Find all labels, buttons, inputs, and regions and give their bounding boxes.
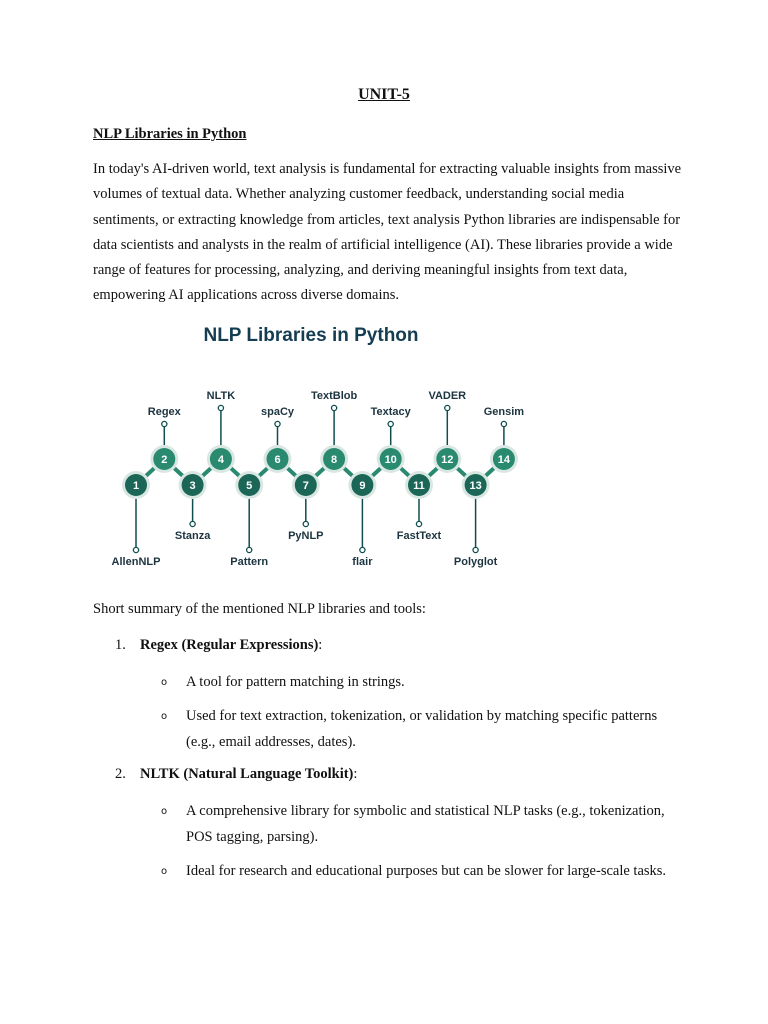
connector-dot — [275, 421, 280, 426]
library-label: spaCy — [260, 406, 295, 418]
bullet-marker: o — [161, 866, 168, 877]
bullet-item — [161, 703, 681, 755]
library-label: NLTK — [206, 390, 236, 402]
connector-dot — [218, 405, 223, 410]
bullet-marker: o — [161, 677, 168, 688]
library-label: Regex — [147, 406, 181, 418]
node-number: 10 — [384, 454, 397, 466]
library-label: Textacy — [370, 406, 411, 418]
library-label: AllenNLP — [111, 556, 161, 568]
item-colon: : — [318, 637, 323, 653]
node-number: 13 — [469, 480, 482, 492]
item-title: Regex (Regular Expressions) — [140, 637, 319, 653]
page-title: UNIT-5 — [358, 86, 410, 103]
connector-dot — [501, 421, 506, 426]
item-title: NLTK (Natural Language Toolkit) — [140, 766, 354, 782]
connector-dot — [388, 421, 393, 426]
library-label: flair — [352, 556, 373, 568]
library-label: FastText — [396, 530, 442, 542]
node-number: 9 — [359, 480, 366, 492]
connector-dot — [360, 547, 365, 552]
node-number: 1 — [132, 480, 140, 492]
bullet-item — [161, 858, 681, 884]
bullet-marker: o — [161, 806, 168, 817]
node-number: 4 — [217, 454, 224, 466]
connector-dot — [247, 547, 252, 552]
library-label: TextBlob — [310, 390, 358, 402]
node-number: 11 — [413, 480, 425, 492]
node-number: 8 — [331, 454, 338, 466]
item-number: 2. — [115, 766, 126, 782]
infographic-title: NLP Libraries in Python — [203, 325, 419, 346]
node-number: 6 — [274, 454, 281, 466]
connector-dot — [445, 405, 450, 410]
bullet-item — [161, 669, 681, 695]
bullet-text: Used for text extraction, tokenization, or validation by matching specific patterns (e.g., email addresses, dates). — [186, 708, 658, 750]
item-number: 1. — [115, 637, 126, 653]
library-label: Pattern — [230, 556, 269, 568]
node-number: 12 — [441, 454, 454, 466]
nlp-libraries-infographic — [96, 316, 526, 568]
section-title: NLP Libraries in Python — [93, 126, 247, 142]
node-number: 3 — [189, 480, 196, 492]
library-label: Gensim — [483, 406, 525, 418]
node-number: 14 — [497, 454, 511, 466]
connector-dot — [162, 421, 167, 426]
bullet-item — [161, 798, 681, 850]
node-number: 5 — [246, 480, 253, 492]
node-number: 2 — [161, 454, 168, 466]
library-label: Polyglot — [453, 556, 498, 568]
bullet-text: A comprehensive library for symbolic and statistical NLP tasks (e.g., tokenization, POS tagging, parsing). — [186, 803, 665, 845]
connector-dot — [190, 521, 195, 526]
library-label: Stanza — [174, 530, 211, 542]
summary-intro: Short summary of the mentioned NLP libraries and tools: — [93, 601, 426, 617]
bullet-text: Ideal for research and educational purposes but can be slower for large-scale tasks. — [186, 863, 667, 879]
library-label: VADER — [428, 390, 467, 402]
bullet-text: A tool for pattern matching in strings. — [186, 674, 405, 690]
intro-paragraph: In today's AI-driven world, text analysis is fundamental for extracting valuable insights from massive volumes of textual data. Whether analyzing customer feedback, understanding social media sentiments, or extracting knowledge from articles, text analysis Python libraries are indispensable for data scientists and analysts in the realm of artificial intelligence (AI). These libraries provide a wide range of features for processing, analyzing, and deriving meaningful insights from text data, empowering AI applications across diverse domains. — [93, 161, 682, 304]
node-number: 7 — [302, 480, 309, 492]
connector-dot — [416, 521, 421, 526]
connector-dot — [303, 521, 308, 526]
bullet-marker: o — [161, 711, 168, 722]
summary-item-nltk — [115, 766, 357, 783]
summary-item-regex — [115, 637, 322, 654]
connector-dot — [473, 547, 478, 552]
item-colon: : — [353, 766, 358, 782]
connector-dot — [133, 547, 138, 552]
library-label: PyNLP — [288, 530, 324, 542]
connector-dot — [332, 405, 337, 410]
